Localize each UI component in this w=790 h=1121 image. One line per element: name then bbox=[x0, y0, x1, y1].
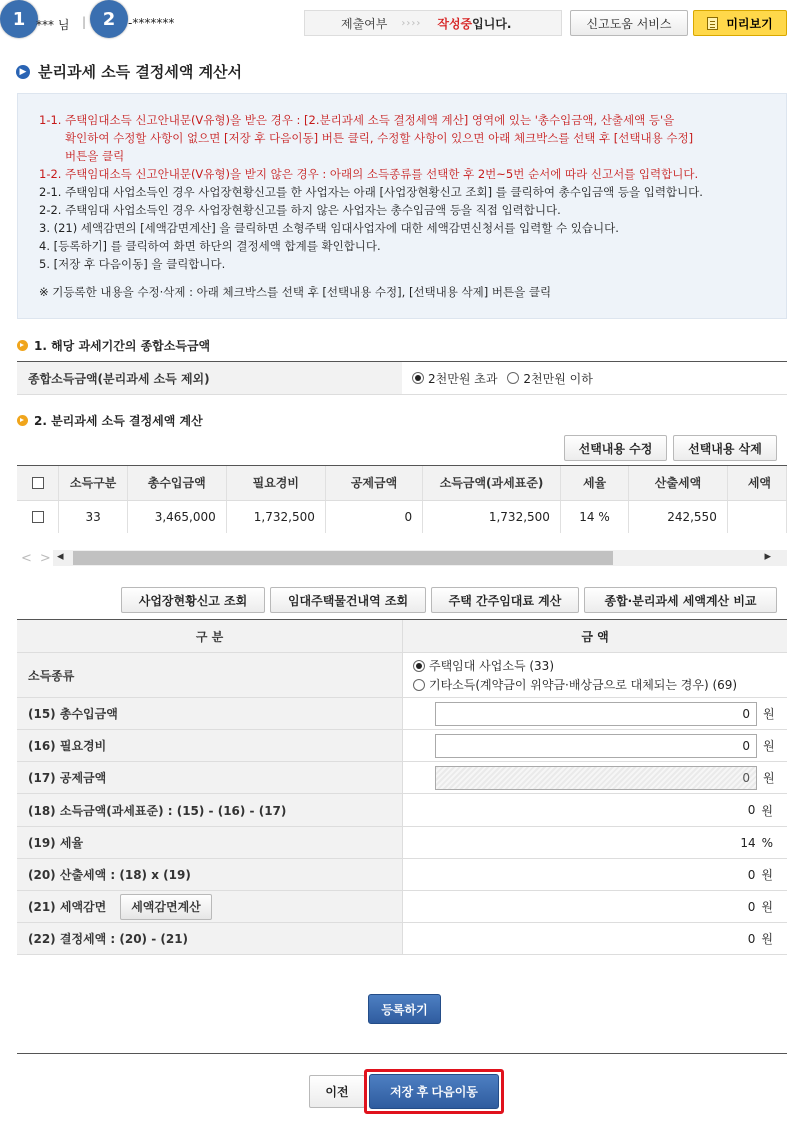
tax-compare-button[interactable]: 종합·분리과세 세액계산 비교 bbox=[584, 587, 777, 613]
tax-rate-value: 14 bbox=[740, 835, 756, 850]
business-status-lookup-button[interactable]: 사업장현황신고 조회 bbox=[121, 587, 265, 613]
nav-left-icon[interactable]: < bbox=[21, 550, 32, 566]
table-cell: 1,732,500 bbox=[423, 500, 561, 533]
instruction-line: 3. (21) 세액감면의 [세액감면계산] 을 클릭하면 소형주택 임대사업자에 대한 세액감면신청서를 입력할 수 있습니다. bbox=[39, 221, 619, 235]
instruction-box bbox=[17, 93, 787, 319]
deemed-rent-calc-button[interactable]: 주택 간주임대료 계산 bbox=[431, 587, 579, 613]
column-header: 공제금액 bbox=[325, 466, 422, 500]
radio-over-20m[interactable] bbox=[412, 372, 424, 384]
tax-form-table bbox=[17, 619, 787, 955]
won-unit: 원 bbox=[763, 707, 775, 721]
arrow-circle-icon: ▶ bbox=[16, 65, 30, 79]
calculated-tax-value: 0 bbox=[747, 867, 756, 882]
total-income-row bbox=[17, 361, 787, 395]
form-header-amount: 금 액 bbox=[402, 620, 787, 652]
top-bar bbox=[0, 0, 790, 44]
necessary-expenses-label: (16) 필요경비 bbox=[17, 730, 402, 761]
table-header-row bbox=[17, 466, 787, 500]
row-determined-tax bbox=[17, 923, 787, 955]
form-header-category: 구 분 bbox=[17, 620, 402, 652]
total-income-options bbox=[402, 362, 787, 394]
won-unit: 원 bbox=[763, 771, 775, 785]
document-icon bbox=[707, 17, 718, 30]
won-unit: 원 bbox=[763, 739, 775, 753]
column-header: 총수입금액 bbox=[127, 466, 226, 500]
instruction-line: 2-2. 주택임대 사업소득인 경우 사업장현황신고를 하지 않은 사업자는 총수입금액 등을 직접 입력합니다. bbox=[39, 203, 561, 217]
option-under-20m[interactable] bbox=[507, 370, 592, 387]
row-calculated-tax bbox=[17, 859, 787, 891]
row-total-revenue bbox=[17, 698, 787, 730]
select-all-checkbox[interactable] bbox=[32, 477, 44, 489]
step-badge-1: 1 bbox=[0, 0, 38, 38]
tax-rate-label: (19) 세율 bbox=[17, 827, 402, 858]
row-tax-rate bbox=[17, 827, 787, 859]
column-header: 소득구분 bbox=[59, 466, 127, 500]
save-and-next-button[interactable]: 저장 후 다음이동 bbox=[369, 1074, 499, 1109]
instruction-note: ※ 기등록한 내용을 수정·삭제 : 아래 체크박스를 선택 후 [선택내용 수정], [선택내용 삭제] 버튼을 클릭 bbox=[39, 285, 552, 299]
percent-unit: % bbox=[761, 835, 773, 850]
bullet-icon bbox=[17, 340, 28, 351]
tax-reduction-value: 0 bbox=[747, 899, 756, 914]
tax-reduction-cell bbox=[402, 891, 787, 922]
deduction-label: (17) 공제금액 bbox=[17, 762, 402, 793]
table-cell: 14 % bbox=[560, 500, 628, 533]
instruction-line: 2-1. 주택임대 사업소득인 경우 사업장현황신고를 한 사업자는 아래 [사업장현황신고 조회] 를 클릭하여 총수입금액 등을 입력합니다. bbox=[39, 185, 703, 199]
total-revenue-cell bbox=[402, 698, 787, 729]
preview-button-label: 미리보기 bbox=[726, 16, 773, 31]
determined-tax-label: (22) 결정세액 : (20) - (21) bbox=[17, 923, 402, 954]
tax-reduction-label-cell bbox=[17, 891, 402, 922]
scroll-left-icon[interactable]: ◂ bbox=[57, 549, 64, 564]
scroll-right-icon[interactable]: ▸ bbox=[764, 549, 771, 564]
column-header: 산출세액 bbox=[629, 466, 728, 500]
section-2-title bbox=[17, 412, 203, 429]
scroll-track[interactable] bbox=[53, 550, 787, 566]
column-header: 세율 bbox=[560, 466, 628, 500]
select-all-header bbox=[17, 466, 59, 500]
footer-divider bbox=[17, 1053, 787, 1054]
column-header: 필요경비 bbox=[226, 466, 325, 500]
radio-under-20m[interactable] bbox=[507, 372, 519, 384]
prev-button[interactable]: 이전 bbox=[309, 1075, 365, 1108]
horizontal-scrollbar[interactable] bbox=[17, 549, 787, 567]
bullet-icon bbox=[17, 415, 28, 426]
status-value-highlight: 작성중 bbox=[437, 16, 473, 31]
row-tax-reduction bbox=[17, 891, 787, 923]
tax-reduction-calc-button[interactable]: 세액감면계산 bbox=[120, 894, 212, 920]
taxable-income-cell bbox=[402, 794, 787, 826]
help-service-button[interactable]: 신고도움 서비스 bbox=[570, 10, 688, 36]
income-type-label: 소득종류 bbox=[17, 653, 402, 697]
row-select-cell bbox=[17, 500, 59, 533]
income-type-options bbox=[402, 653, 787, 697]
status-label: 제출여부 bbox=[341, 16, 388, 31]
preview-button[interactable] bbox=[693, 10, 787, 36]
status-arrows-icon: ›››› bbox=[401, 17, 422, 29]
section-1-title bbox=[17, 337, 210, 354]
user-id: -******* bbox=[128, 16, 175, 30]
instruction-line: 확인하여 수정할 사항이 없으면 [저장 후 다음이동] 버튼 클릭, 수정할 사항이 있으면 아래 체크박스를 선택 후 [선택내용 수정] bbox=[65, 131, 694, 145]
status-value bbox=[437, 15, 511, 32]
step-badge-2: 2 bbox=[90, 0, 128, 38]
column-header: 세액 bbox=[727, 466, 786, 500]
table-cell: 1,732,500 bbox=[226, 500, 325, 533]
tax-rate-cell bbox=[402, 827, 787, 858]
user-separator: | bbox=[82, 15, 87, 29]
calculated-tax-label: (20) 산출세액 : (18) x (19) bbox=[17, 859, 402, 890]
submission-status bbox=[304, 10, 562, 36]
deduction-cell bbox=[402, 762, 787, 793]
column-header: 소득금액(과세표준) bbox=[423, 466, 561, 500]
nav-right-icon[interactable]: > bbox=[39, 550, 51, 566]
option-over-20m[interactable] bbox=[412, 370, 497, 387]
form-header-row bbox=[17, 620, 787, 653]
option-under-20m-label: 2천만원 이하 bbox=[523, 371, 593, 386]
won-unit: 원 bbox=[761, 900, 773, 914]
instruction-line: 5. [저장 후 다음이동] 을 클릭합니다. bbox=[39, 257, 226, 271]
instruction-line: 1-2. 주택임대소득 신고안내문(V유형)을 받지 않은 경우 : 아래의 소득종류를 선택한 후 2번~5번 순서에 따라 신고서를 입력합니다. bbox=[39, 167, 699, 181]
won-unit: 원 bbox=[761, 932, 773, 946]
radio-rental-income[interactable] bbox=[413, 660, 425, 672]
taxable-income-label: (18) 소득금액(과세표준) : (15) - (16) - (17) bbox=[17, 794, 402, 826]
income-type-option-rental-label: 주택임대 사업소득 (33) bbox=[429, 659, 554, 673]
scroll-thumb[interactable] bbox=[73, 551, 613, 565]
radio-other-income[interactable] bbox=[413, 679, 425, 691]
delete-selected-button[interactable]: 선택내용 삭제 bbox=[673, 435, 777, 461]
rental-housing-lookup-button[interactable]: 임대주택물건내역 조회 bbox=[270, 587, 426, 613]
won-unit: 원 bbox=[761, 803, 773, 818]
user-name: *** 님 bbox=[36, 18, 70, 32]
necessary-expenses-cell bbox=[402, 730, 787, 761]
row-taxable-income bbox=[17, 794, 787, 827]
total-revenue-input[interactable]: 0 bbox=[435, 702, 757, 726]
total-income-label: 종합소득금액(분리과세 소득 제외) bbox=[17, 362, 402, 394]
tax-reduction-label: (21) 세액감면 bbox=[28, 900, 107, 914]
determined-tax-cell bbox=[402, 923, 787, 954]
row-deduction bbox=[17, 762, 787, 794]
table-cell: 33 bbox=[59, 500, 127, 533]
row-checkbox[interactable] bbox=[32, 511, 44, 523]
deduction-input-disabled: 0 bbox=[435, 766, 757, 790]
page-title bbox=[16, 61, 242, 82]
income-type-row bbox=[17, 653, 787, 698]
register-button[interactable]: 등록하기 bbox=[368, 994, 441, 1024]
income-type-option-rental[interactable] bbox=[413, 657, 554, 674]
income-type-option-other-label: 기타소득(계약금이 위약금·배상금으로 대체되는 경우) (69) bbox=[429, 678, 738, 692]
calculation-table bbox=[17, 466, 787, 533]
calculated-tax-cell bbox=[402, 859, 787, 890]
section-1-title-text: 1. 해당 과세기간의 종합소득금액 bbox=[34, 339, 211, 353]
edit-selected-button[interactable]: 선택내용 수정 bbox=[564, 435, 667, 461]
table-row[interactable] bbox=[17, 500, 787, 533]
income-type-option-other[interactable] bbox=[413, 676, 737, 693]
necessary-expenses-input[interactable]: 0 bbox=[435, 734, 757, 758]
determined-tax-value: 0 bbox=[747, 931, 756, 946]
instruction-line: 4. [등록하기] 를 클릭하여 화면 하단의 결정세액 합계를 확인합니다. bbox=[39, 239, 381, 253]
option-over-20m-label: 2천만원 초과 bbox=[428, 371, 498, 386]
grid-page-nav bbox=[17, 551, 53, 566]
won-unit: 원 bbox=[761, 868, 773, 882]
section-2-title-text: 2. 분리과세 소득 결정세액 계산 bbox=[34, 414, 203, 428]
page-title-text: 분리과세 소득 결정세액 계산서 bbox=[38, 63, 243, 81]
row-necessary-expenses bbox=[17, 730, 787, 762]
total-revenue-label: (15) 총수입금액 bbox=[17, 698, 402, 729]
table-cell bbox=[727, 500, 786, 533]
instruction-line: 버튼을 클릭 bbox=[65, 149, 125, 163]
taxable-income-value: 0 bbox=[747, 803, 756, 817]
instruction-line: 1-1. 주택임대소득 신고안내문(V유형)을 받은 경우 : [2.분리과세 소득 결정세액 계산] 영역에 있는 '총수입금액, 산출세액 등'을 bbox=[39, 113, 675, 127]
table-cell: 3,465,000 bbox=[127, 500, 226, 533]
status-value-rest: 입니다. bbox=[472, 16, 512, 31]
calculation-grid bbox=[17, 465, 787, 533]
table-cell: 0 bbox=[325, 500, 422, 533]
table-cell: 242,550 bbox=[629, 500, 728, 533]
